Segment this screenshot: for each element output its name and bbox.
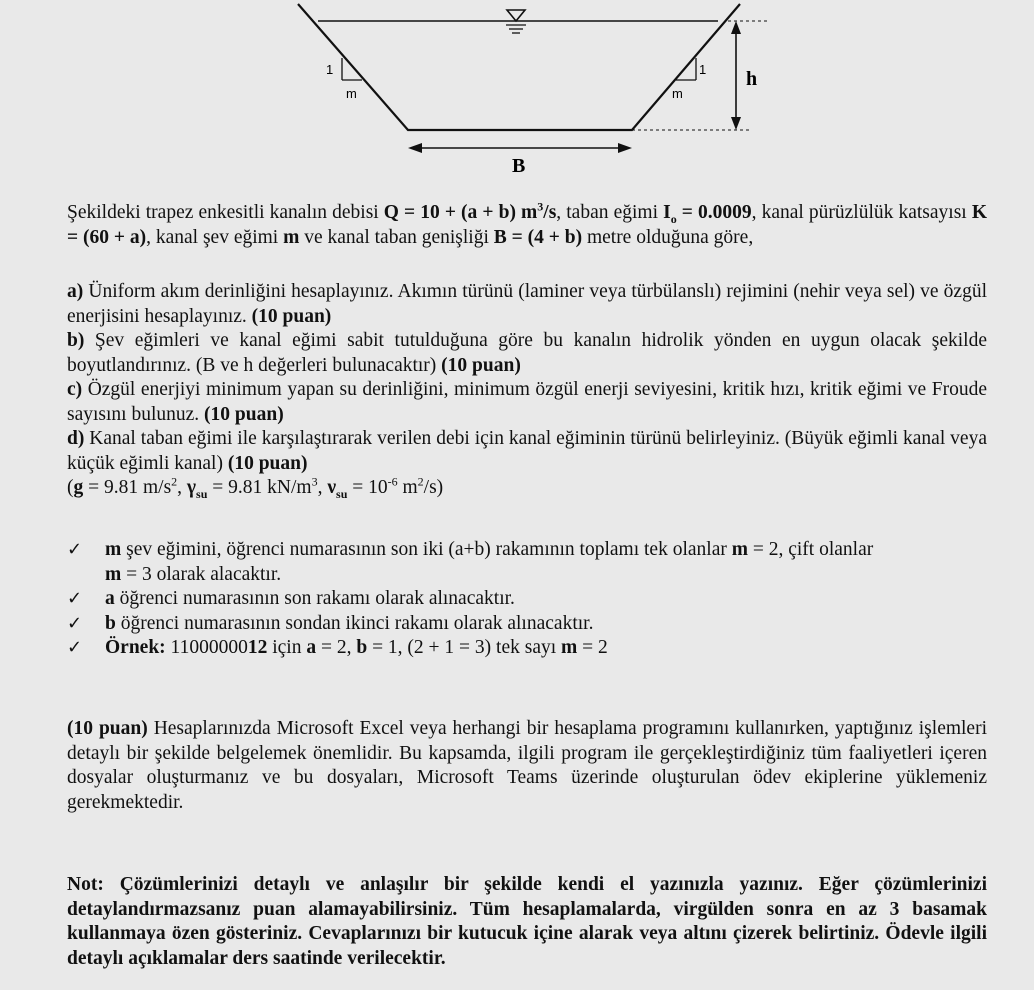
- h-label: h: [746, 68, 758, 90]
- checklist-item-m: ✓ m şev eğimini, öğrenci numarasının son iki (a+b) rakamının toplamı tek olanlar m = 2, çift olanlar m = 3 olarak alacaktır.: [67, 539, 874, 585]
- question-a: a) Üniform akım derinliğini hesaplayınız. Akımın türünü (laminer veya türbülanslı) rejimini (nehir veya sel) ve özgül enerjisini hesaplayınız. (10 puan): [67, 281, 987, 327]
- left-slope-run: m: [346, 86, 357, 101]
- checklist-item-example: ✓ Örnek: 1100000012 için a = 2, b = 1, (2 + 1 = 3) tek sayı m = 2: [67, 636, 989, 661]
- left-slope-rise: 1: [326, 62, 334, 77]
- parameter-checklist: [67, 538, 989, 661]
- right-slope-run: m: [672, 86, 683, 101]
- question-b: b) Şev eğimleri ve kanal eğimi sabit tutulduğuna göre bu kanalın hidrolik yönden en uygun olacak şekilde boyutlandırınız. (B ve h değerleri bulunacaktır) (10 puan): [67, 330, 987, 376]
- b-label: B: [512, 155, 526, 177]
- check-icon: ✓: [67, 637, 83, 658]
- intro-paragraph: Şekildeki trapez enkesitli kanalın debisi Q = 10 + (a + b) $m^3/s$, taban eğimi $I_o = 0.0009$, kanal pürüzlülük katsayısı K = (60 + a), kanal şev eğimi m ve kanal taban genişliği B = (4 + b) metre olduğuna göre,: [67, 199, 987, 248]
- channel-outline: [298, 4, 740, 130]
- checklist-item-a: ✓ a öğrenci numarasının son rakamı olarak alınacaktır.: [67, 587, 989, 612]
- note-paragraph: Not: Çözümlerinizi detaylı ve anlaşılır bir şekilde kendi el yazınızla yazınız. Eğer çözümlerinizi detaylandırmazsanız puan alamayabilirsiniz. Tüm hesaplamalarda, virgülden sonra en az 3 basamak kullanmaya özen gösteriniz. Cevaplarınızı bir kutucuk içine alarak veya altını çizerek belirtiniz. Ödevle ilgili detaylı açıklamalar ders saatinde verilecektir.: [67, 874, 987, 969]
- left-slope-triangle: [342, 58, 362, 80]
- question-d: d) Kanal taban eğimi ile karşılaştırarak verilen debi için kanal eğiminin türünü belirleyiniz. (Büyük eğimli kanal veya küçük eğimli kanal) (10 puan): [67, 428, 987, 474]
- check-icon: ✓: [67, 612, 83, 634]
- b-dimension-arrow: [408, 143, 632, 153]
- checklist-item-b: ✓ b öğrenci numarasının sondan ikinci rakamı olarak alınacaktır.: [67, 612, 989, 637]
- right-slope-rise: 1: [699, 62, 707, 77]
- check-icon: ✓: [67, 539, 83, 560]
- trapezoid-channel-figure: [270, 0, 790, 180]
- check-icon: ✓: [67, 588, 83, 609]
- excel-paragraph: (10 puan) Hesaplarınızda Microsoft Excel veya herhangi bir hesaplama programını kullanırken, yaptığınız işlemleri detaylı bir şekilde belgelemek önemlidir. Bu kapsamda, ilgili program ile gerçekleştirdiğiniz tüm faaliyetleri içeren dosyalar oluşturmanız ve bu dosyaları, Microsoft Teams üzerinde oluşturulan ödev ekiplerine yüklemeniz gerekmektedir.: [67, 718, 987, 813]
- question-c: c) Özgül enerjiyi minimum yapan su derinliğini, minimum özgül enerji seviyesini, kritik hızı, kritik eğimi ve Froude sayısını bulunuz. (10 puan): [67, 379, 987, 425]
- questions-block: [67, 280, 987, 501]
- h-dimension-arrow: [731, 21, 741, 130]
- constants-line: (g = 9.81 $m/s^2$, $\gamma_{su} = 9.81$ $kN/m^3$, $\nu_{su} = 10^{-6}$ $m^2/s$): [67, 474, 444, 501]
